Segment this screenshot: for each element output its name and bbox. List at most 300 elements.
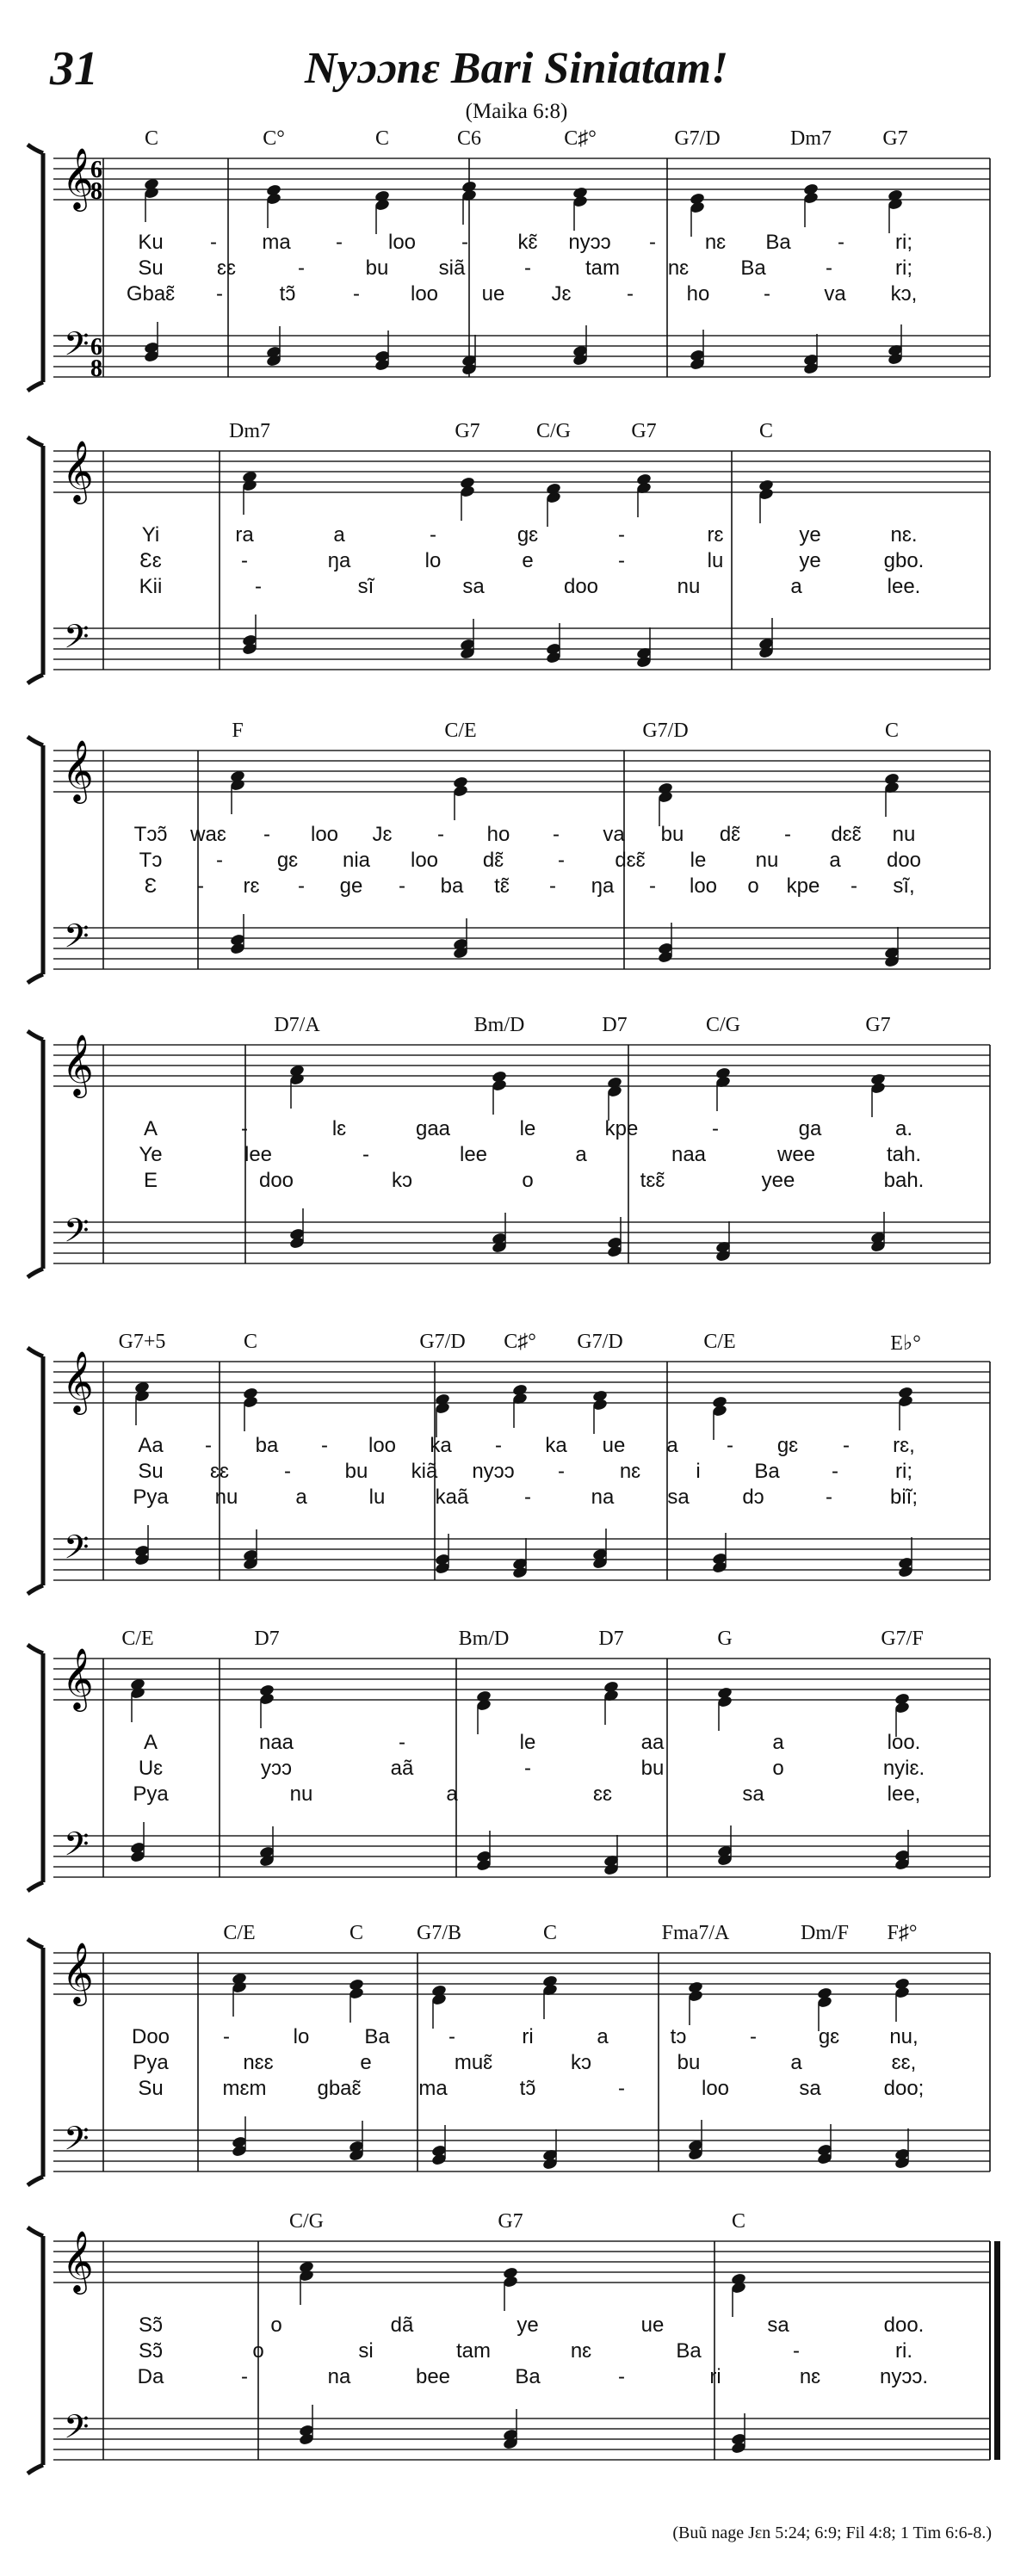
chord-symbol: C♯°	[504, 1331, 536, 1353]
lyric-syllable: -	[336, 231, 343, 254]
footer-references: (Buũ nage Jɛn 5:24; 6:9; Fil 4:8; 1 Tim 6:6-8.)	[672, 2523, 992, 2542]
lyric-syllable: sa	[799, 2077, 821, 2100]
lyric-syllable: ra	[235, 523, 254, 547]
chord-symbol: G7	[455, 420, 480, 442]
lyric-syllable: gaa	[415, 1117, 451, 1140]
lyric-syllable: Da	[137, 2365, 164, 2388]
lyric-syllable: ɛɛ,	[891, 2051, 917, 2074]
lyric-syllable: rɛ	[243, 874, 260, 898]
lyric-syllable: a	[790, 2051, 802, 2074]
lyric-syllable: nia	[342, 849, 371, 872]
lyric-syllable: ri.	[895, 2339, 912, 2363]
lyric-syllable: Pya	[133, 1486, 169, 1509]
system-4	[0, 1016, 1033, 1291]
lyric-syllable: o	[522, 1169, 534, 1192]
lyric-syllable: nu	[892, 823, 916, 846]
lyric-syllable: Pya	[133, 2051, 169, 2074]
lyric-syllable: ho	[686, 282, 710, 306]
lyric-syllable: tam	[585, 256, 621, 280]
lyric-syllable: aã	[390, 1757, 414, 1780]
chord-symbol: C	[758, 420, 774, 442]
chord-symbol: F♯°	[887, 1922, 918, 1944]
lyric-syllable: -	[627, 282, 634, 306]
lyric-syllable: doo	[563, 575, 599, 598]
lyric-syllable: nyɔɔ.	[879, 2365, 929, 2388]
lyric-syllable: dɛɛ̃	[615, 849, 646, 872]
lyric-syllable: a	[446, 1782, 458, 1806]
system-8	[0, 2212, 1033, 2487]
lyric-syllable: -	[210, 231, 217, 254]
lyric-syllable: Ku	[138, 231, 164, 254]
lyric-syllable: -	[558, 849, 565, 872]
lyric-syllable: gbo.	[883, 549, 925, 572]
lyric-syllable: a	[772, 1731, 784, 1754]
chord-symbol: G7	[882, 127, 908, 150]
lyric-syllable: -	[216, 849, 223, 872]
lyric-syllable: gbaɛ̃	[317, 2077, 362, 2100]
lyric-syllable: tah.	[886, 1143, 922, 1166]
chord-symbol: G7	[865, 1014, 891, 1036]
chord-symbol: G7/D	[642, 720, 689, 742]
lyric-syllable: nɛ	[570, 2339, 592, 2363]
lyric-syllable: sa	[767, 2313, 789, 2337]
chord-symbol: G	[717, 1628, 733, 1650]
lyric-syllable: kpe	[786, 874, 820, 898]
lyric-syllable: Ɛ	[144, 874, 158, 898]
lyric-syllable: kɔ,	[890, 282, 918, 306]
chord-symbol: C/G	[535, 420, 572, 442]
lyric-syllable: Ye	[139, 1143, 163, 1166]
lyric-syllable: ka	[430, 1434, 452, 1457]
lyric-syllable: ga	[798, 1117, 822, 1140]
lyric-syllable: a.	[894, 1117, 913, 1140]
lyric-syllable: tɔ	[670, 2025, 687, 2048]
lyric-syllable: -	[255, 575, 262, 598]
lyric-syllable: gɛ	[818, 2025, 840, 2048]
lyric-syllable: e	[360, 2051, 372, 2074]
lyric-syllable: i	[696, 1460, 701, 1483]
lyric-syllable: ri;	[895, 1460, 912, 1483]
lyric-syllable: lo	[293, 2025, 310, 2048]
chord-symbol: C/E	[223, 1922, 256, 1944]
lyric-syllable: kaã	[435, 1486, 469, 1509]
lyric-syllable: -	[495, 1434, 502, 1457]
lyric-syllable: -	[241, 549, 248, 572]
treble-clef-icon: 𝄞	[62, 439, 94, 502]
lyric-syllable: Su	[138, 1460, 164, 1483]
bass-clef-icon: 𝄢	[64, 1528, 90, 1574]
system-3	[0, 721, 1033, 997]
lyric-syllable: si	[358, 2339, 374, 2363]
lyric-syllable: rɛ,	[893, 1434, 915, 1457]
lyric-syllable: gɛ	[276, 849, 299, 872]
lyric-syllable: -	[784, 823, 791, 846]
lyric-syllable: tam	[455, 2339, 492, 2363]
lyric-syllable: lee,	[887, 1782, 921, 1806]
chord-symbol: Dm7	[790, 127, 832, 150]
lyric-syllable: biĩ;	[889, 1486, 919, 1509]
lyric-syllable: a	[333, 523, 345, 547]
chord-symbol: C	[349, 1922, 364, 1944]
system-6	[0, 1629, 1033, 1905]
system-bracket	[28, 1939, 43, 2185]
lyric-syllable: A	[143, 1117, 158, 1140]
lyric-syllable: loo	[410, 282, 439, 306]
lyric-syllable: a	[666, 1434, 678, 1457]
lyric-syllable: ue	[640, 2313, 665, 2337]
lyric-syllable: loo	[410, 849, 439, 872]
lyric-syllable: -	[558, 1460, 565, 1483]
chord-symbol: C	[884, 720, 900, 742]
chord-symbol: C/E	[121, 1628, 154, 1650]
chord-symbol: Dm7	[229, 420, 270, 442]
lyric-syllable: nɛ	[704, 231, 727, 254]
lyric-syllable: bu	[365, 256, 389, 280]
lyric-syllable: nu	[214, 1486, 238, 1509]
lyric-syllable: va	[824, 282, 846, 306]
lyric-syllable: loo	[689, 874, 718, 898]
lyric-syllable: -	[524, 1486, 531, 1509]
lyric-syllable: -	[223, 2025, 230, 2048]
lyric-syllable: ŋa	[327, 549, 351, 572]
lyric-syllable: dɛ̃	[482, 849, 504, 872]
lyric-syllable: aa	[640, 1731, 665, 1754]
lyric-syllable: -	[263, 823, 270, 846]
chord-symbol: C	[731, 2210, 746, 2233]
lyric-syllable: yee	[761, 1169, 795, 1192]
lyric-syllable: dɛ̃	[719, 823, 741, 846]
lyric-syllable: loo	[387, 231, 417, 254]
lyric-syllable: nu	[677, 575, 701, 598]
lyric-syllable: kiã	[411, 1460, 438, 1483]
system-7	[0, 1924, 1033, 2199]
lyric-syllable: kɔ	[392, 1169, 412, 1192]
lyric-syllable: nɛ	[619, 1460, 641, 1483]
lyric-syllable: tɔ̃	[519, 2077, 536, 2100]
system-1	[0, 129, 1033, 405]
chord-symbol: D7	[602, 1014, 628, 1036]
lyric-syllable: waɛ	[190, 823, 226, 846]
treble-clef-icon: 𝄞	[62, 738, 94, 801]
lyric-syllable: loo	[368, 1434, 397, 1457]
lyric-syllable: dɔ	[742, 1486, 764, 1509]
lyric-syllable: a	[295, 1486, 307, 1509]
lyric-syllable: ye	[799, 549, 821, 572]
time-signature-top: 6	[90, 157, 102, 183]
lyric-syllable: Sɔ̃	[138, 2339, 164, 2363]
chord-symbol: G7	[631, 420, 657, 442]
lyric-syllable: a	[575, 1143, 587, 1166]
lyric-syllable: a	[597, 2025, 609, 2048]
lyric-syllable: ue	[602, 1434, 626, 1457]
lyric-syllable: -	[750, 2025, 757, 2048]
chord-symbol: G7/D	[577, 1331, 623, 1353]
lyric-syllable: Gbaɛ̃	[126, 282, 176, 306]
lyric-syllable: dɛɛ̃	[831, 823, 862, 846]
lyric-syllable: ri;	[895, 231, 912, 254]
lyric-syllable: o	[772, 1757, 784, 1780]
lyric-syllable: o	[747, 874, 759, 898]
lyric-syllable: -	[399, 874, 405, 898]
lyric-syllable: nu	[755, 849, 779, 872]
lyric-syllable: lu	[707, 549, 724, 572]
treble-clef-icon: 𝄞	[62, 2229, 94, 2292]
lyric-syllable: ŋa	[591, 874, 615, 898]
lyric-syllable: -	[618, 2077, 625, 2100]
system-bracket	[28, 2227, 43, 2474]
lyric-syllable: tɛ̃	[494, 874, 510, 898]
lyric-syllable: nɛ.	[890, 523, 918, 547]
lyric-syllable: tɛɛ̃	[640, 1169, 665, 1192]
lyric-syllable: -	[838, 231, 844, 254]
lyric-syllable: o	[270, 2313, 282, 2337]
lyric-syllable: -	[649, 231, 656, 254]
lyric-syllable: -	[241, 1117, 248, 1140]
lyric-syllable: -	[216, 282, 223, 306]
chord-symbol: E♭°	[890, 1332, 921, 1355]
lyric-syllable: a	[829, 849, 841, 872]
bass-clef-icon: 𝄢	[64, 2407, 90, 2454]
lyric-syllable: -	[826, 1486, 832, 1509]
lyric-syllable: loo	[310, 823, 339, 846]
lyric-syllable: -	[649, 874, 656, 898]
lyric-syllable: lee	[459, 1143, 488, 1166]
lyric-syllable: bu	[344, 1460, 368, 1483]
lyric-syllable: ɛɛ	[216, 256, 237, 280]
lyric-syllable: lee	[244, 1143, 273, 1166]
system-bracket	[28, 737, 43, 983]
lyric-syllable: kɛ̃	[517, 231, 538, 254]
song-number: 31	[50, 42, 98, 96]
lyric-syllable: ye	[799, 523, 821, 547]
scripture-reference: (Maika 6:8)	[465, 100, 568, 123]
lyric-syllable: Yi	[141, 523, 160, 547]
lyric-syllable: bee	[415, 2365, 451, 2388]
chord-symbol: Bm/D	[458, 1628, 510, 1650]
lyric-syllable: -	[430, 523, 436, 547]
lyric-syllable: bu	[640, 1757, 665, 1780]
lyric-syllable: bah.	[883, 1169, 925, 1192]
lyric-syllable: -	[764, 282, 770, 306]
lyric-syllable: ri	[709, 2365, 721, 2388]
lyric-syllable: nu	[289, 1782, 313, 1806]
lyric-syllable: kɔ	[571, 2051, 591, 2074]
song-title: Nyɔɔnɛ Bari Siniatam!	[304, 44, 729, 93]
lyric-syllable: -	[549, 874, 556, 898]
lyric-syllable: Ba	[515, 2365, 541, 2388]
lyric-syllable: doo.	[883, 2313, 925, 2337]
lyric-syllable: -	[793, 2339, 800, 2363]
lyric-syllable: -	[284, 1460, 291, 1483]
lyric-syllable: mɛm	[222, 2077, 267, 2100]
lyric-syllable: -	[618, 2365, 625, 2388]
lyric-syllable: Tɔ	[139, 849, 163, 872]
lyric-syllable: -	[524, 256, 531, 280]
lyric-syllable: -	[298, 874, 305, 898]
lyric-syllable: ma	[262, 231, 291, 254]
lyric-syllable: va	[603, 823, 625, 846]
lyric-syllable: ho	[486, 823, 510, 846]
lyric-syllable: Aa	[138, 1434, 164, 1457]
lyric-syllable: sa	[667, 1486, 690, 1509]
lyric-syllable: Ɛɛ	[139, 549, 162, 572]
lyric-syllable: kpe	[604, 1117, 639, 1140]
treble-clef-icon: 𝄞	[62, 1033, 94, 1096]
lyric-syllable: Jɛ	[551, 282, 572, 306]
lyric-syllable: yɔɔ	[261, 1757, 292, 1780]
chord-symbol: C°	[263, 127, 285, 150]
lyric-syllable: -	[448, 2025, 455, 2048]
lyric-syllable: -	[832, 1460, 838, 1483]
lyric-syllable: le	[519, 1731, 536, 1754]
chord-symbol: G7/F	[881, 1628, 924, 1650]
lyric-syllable: Su	[138, 256, 164, 280]
chord-symbol: Dm/F	[800, 1922, 850, 1944]
chord-symbol: C	[243, 1331, 258, 1353]
lyric-syllable: le	[690, 849, 707, 872]
lyric-syllable: -	[851, 874, 857, 898]
chord-symbol: C	[542, 1922, 558, 1944]
lyric-syllable: -	[197, 874, 204, 898]
lyric-syllable: na	[591, 1486, 615, 1509]
bass-clef-icon: 𝄢	[64, 1825, 90, 1871]
treble-clef-icon: 𝄞	[62, 1941, 94, 2004]
lyric-syllable: -	[353, 282, 360, 306]
lyric-syllable: Kii	[139, 575, 163, 598]
lyric-syllable: ue	[481, 282, 505, 306]
lyric-syllable: na	[327, 2365, 351, 2388]
treble-clef-icon: 𝄞	[62, 146, 94, 209]
chord-symbol: C/E	[703, 1331, 736, 1353]
bass-clef-icon: 𝄢	[64, 917, 90, 963]
lyric-syllable: lo	[424, 549, 442, 572]
time-signature-top: 6	[90, 334, 102, 361]
chord-symbol: G7	[498, 2210, 523, 2233]
lyric-syllable: nyɔɔ	[472, 1460, 515, 1483]
lyric-syllable: ba	[255, 1434, 279, 1457]
bass-clef-icon: 𝄢	[64, 2119, 90, 2165]
lyric-syllable: ri	[522, 2025, 534, 2048]
lyric-syllable: E	[143, 1169, 158, 1192]
lyric-syllable: sĩ,	[893, 874, 915, 898]
lyric-syllable: doo	[886, 849, 922, 872]
lyric-syllable: ma	[418, 2077, 448, 2100]
lyric-syllable: naa	[258, 1731, 294, 1754]
lyric-syllable: lu	[368, 1486, 386, 1509]
lyric-syllable: siã	[438, 256, 466, 280]
lyric-syllable: Ba	[364, 2025, 390, 2048]
lyric-syllable: muɛ̃	[454, 2051, 493, 2074]
lyric-syllable: -	[205, 1434, 212, 1457]
lyric-syllable: bu	[677, 2051, 701, 2074]
lyric-syllable: ba	[440, 874, 464, 898]
lyric-syllable: rɛ	[707, 523, 724, 547]
lyric-syllable: Tɔɔ̃	[133, 823, 168, 846]
chord-symbol: G7/D	[674, 127, 721, 150]
lyric-syllable: -	[298, 256, 305, 280]
system-bracket	[28, 437, 43, 683]
lyric-syllable: naa	[671, 1143, 707, 1166]
lyric-syllable: nyiɛ.	[882, 1757, 925, 1780]
lyric-syllable: Jɛ	[372, 823, 393, 846]
lyric-syllable: loo	[701, 2077, 730, 2100]
lyric-syllable: lɛ	[331, 1117, 347, 1140]
lyric-syllable: ka	[545, 1434, 567, 1457]
lyric-syllable: le	[519, 1117, 536, 1140]
chord-symbol: C	[144, 127, 159, 150]
system-bracket	[28, 145, 43, 391]
lyric-syllable: lee.	[887, 575, 921, 598]
lyric-syllable: Ba	[740, 256, 766, 280]
chord-symbol: C/G	[705, 1014, 741, 1036]
bass-clef-icon: 𝄢	[64, 1211, 90, 1257]
chord-symbol: C	[374, 127, 390, 150]
lyric-syllable: -	[524, 1757, 531, 1780]
lyric-syllable: Ba	[754, 1460, 780, 1483]
lyric-syllable: nɛ	[667, 256, 690, 280]
treble-clef-icon: 𝄞	[62, 1350, 94, 1412]
chord-symbol: C/G	[288, 2210, 325, 2233]
chord-symbol: D7	[598, 1628, 624, 1650]
chord-symbol: C♯°	[564, 127, 597, 150]
chord-symbol: Fma7/A	[661, 1922, 730, 1944]
system-2	[0, 422, 1033, 697]
lyric-syllable: Sɔ̃	[138, 2313, 164, 2337]
lyric-syllable: nyɔɔ	[568, 231, 611, 254]
lyric-syllable: ye	[516, 2313, 539, 2337]
lyric-syllable: gɛ	[776, 1434, 799, 1457]
lyric-syllable: ɛɛ	[209, 1460, 230, 1483]
lyric-syllable: -	[241, 2365, 248, 2388]
chord-symbol: D7/A	[274, 1014, 320, 1036]
lyric-syllable: a	[790, 575, 802, 598]
lyric-syllable: -	[712, 1117, 719, 1140]
lyric-syllable: bu	[660, 823, 684, 846]
lyric-syllable: -	[843, 1434, 850, 1457]
lyric-syllable: -	[437, 823, 444, 846]
bass-clef-icon: 𝄢	[64, 617, 90, 664]
system-5	[0, 1332, 1033, 1608]
lyric-syllable: Ba	[676, 2339, 702, 2363]
lyric-syllable: loo.	[887, 1731, 921, 1754]
lyric-syllable: sa	[742, 1782, 764, 1806]
chord-symbol: Bm/D	[473, 1014, 525, 1036]
lyric-syllable: Pya	[133, 1782, 169, 1806]
lyric-syllable: gɛ	[516, 523, 539, 547]
lyric-syllable: nɛɛ	[243, 2051, 274, 2074]
lyric-syllable: doo	[258, 1169, 294, 1192]
lyric-syllable: -	[618, 549, 625, 572]
lyric-syllable: -	[727, 1434, 733, 1457]
lyric-syllable: Su	[138, 2077, 164, 2100]
system-bracket	[28, 1031, 43, 1277]
lyric-syllable: -	[321, 1434, 328, 1457]
chord-symbol: C6	[456, 127, 482, 150]
lyric-syllable: e	[522, 549, 534, 572]
lyric-syllable: sĩ	[357, 575, 374, 598]
lyric-syllable: doo;	[883, 2077, 925, 2100]
lyric-syllable: -	[553, 823, 560, 846]
lyric-syllable: ɛɛ	[592, 1782, 613, 1806]
chord-symbol: G7+5	[118, 1331, 166, 1353]
lyric-syllable: -	[399, 1731, 405, 1754]
treble-clef-icon: 𝄞	[62, 1646, 94, 1709]
system-bracket	[28, 1348, 43, 1594]
chord-symbol: D7	[254, 1628, 280, 1650]
chord-symbol: F	[232, 720, 244, 742]
system-bracket	[28, 1645, 43, 1891]
lyric-syllable: o	[252, 2339, 264, 2363]
